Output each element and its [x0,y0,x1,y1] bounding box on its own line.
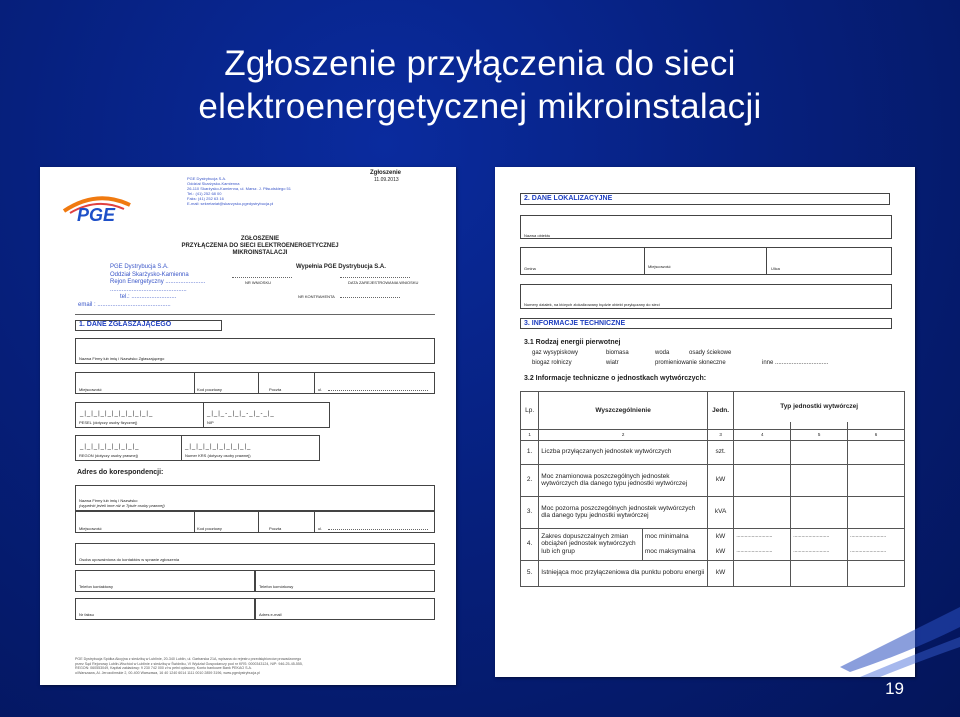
field-label: Telefon kontaktowy [79,584,114,589]
energy-option: woda [655,350,670,356]
row-unit: kW [707,560,733,586]
table-cell[interactable] [848,440,905,464]
contact-person-field[interactable] [75,543,435,565]
energy-option: wiatr [606,360,619,366]
phone-field[interactable] [75,570,255,592]
field-label: Miejscowość [79,526,102,531]
technical-table [520,391,905,587]
row-desc: Liczba przyłączanych jednostek wytwórczych [539,440,708,464]
energy-option: biogaz rolniczy [532,360,572,366]
table-cell[interactable] [734,560,791,586]
col-number: 4 [734,430,791,441]
energy-row-2 [532,360,902,368]
field-label: Kod pocztowy [197,526,222,531]
regon-krs-field[interactable]: _|_|_|_|_|_|_|_|_ REGON (dotyczy osoby prawnej) _|_|_|_|_|_|_|_|_|_ Numer KRS (dotyczy osoby prawnej) [75,435,320,461]
slide-title-line-2: elektroenergetycznej mikroinstalacji [198,87,762,126]
form-title-line: PRZYŁĄCZENIA DO SIECI ELEKTROENERGETYCZNEJ [181,243,339,249]
location-field[interactable] [520,247,892,275]
field-label: PESEL (dotyczy osoby fizycznej) [79,420,138,425]
footer-line: REGON: 060553049, Kapitał zakładowy: 9 230 742 000 zł w pełni opłacony. Konto bankowe Bank PEKAO S.A. [75,666,252,671]
field-label: Adres e-mail [259,612,282,617]
recipient-line: tel.: ........................... [120,294,177,300]
table-row [521,464,905,496]
slide-title-line-1: Zgłoszenie przyłączenia do sieci [224,44,736,83]
col-number: 6 [848,430,905,441]
table-cell[interactable] [791,440,848,464]
address-line: E-mail: sekretariat@skarzysko.pgedystrybucja.pl [187,201,274,206]
dots: .......................... [848,544,905,560]
recipient-line: email : ............................................ [78,301,171,308]
page-number: 19 [885,679,904,698]
row-lp: 4. [521,528,539,560]
pge-logo-text: PGE [77,205,116,225]
section-2-header: 2. DANE LOKALIZACYJNE [520,193,890,205]
address-line: 26-110 Skarżysko-Kamienna, ul. Marsz. J. Piłsudskiego 51 [187,186,291,191]
row-lp: 2. [521,464,539,496]
section-3-header: 3. INFORMACJE TECHNICZNE [520,318,892,329]
field-label: Miejscowość [648,264,671,269]
address-line: Oddział Skarżysko-Kamienna [187,181,240,186]
field-label: Poczta [269,387,282,392]
col-number: 1 [521,430,539,441]
dots: .......................... [791,544,848,560]
row-desc: Istniejąca moc przyłączeniowa dla punktu poboru energii [539,560,708,586]
data-rej-label: DATA ZAREJESTROWANIA WNIOSKU [348,280,419,285]
recipient-line: Oddział Skarżysko-Kamienna [110,271,189,278]
email-field[interactable] [255,598,435,620]
footer-line: przez Sąd Rejonowy Lublin-Wschód w Lublinie z siedzibą w Świdniku, VI Wydział Gospodarczy pod nr KRS: 0000343124, NIP: 946-25-45-555, [75,661,303,666]
row-unit: kW [707,544,733,560]
fax-field[interactable] [75,598,255,620]
table-row [521,528,905,544]
table-cell[interactable] [848,496,905,528]
footer-line: o/Warszawa, Al. Jerozolimskie 2, 00-400 Warszawa, 16 40 1240 6014 1111 0010 2859 3196, www.pgedystrybucja.pl [75,670,260,675]
plots-field[interactable] [520,284,892,309]
form-footer [75,657,435,675]
table-row [521,560,905,586]
field-label: Kod pocztowy [197,387,222,392]
row-unit: kVA [707,496,733,528]
th-wyszczegolnienie: Wyszczególnienie [539,392,708,430]
row-desc: Zakres dopuszczalnych zmian obciążeń jednostek wytwórczych lub ich grup [539,528,643,560]
energy-row-1 [532,350,902,358]
th-lp: Lp. [521,392,539,430]
table-cell[interactable] [791,464,848,496]
table-cell[interactable] [791,560,848,586]
energy-option: inne ................................ [762,360,829,366]
applicant-name-field[interactable] [75,338,435,364]
row-unit: szt. [707,440,733,464]
form-title-line: ZGŁOSZENIE [240,236,280,242]
row-lp: 3. [521,496,539,528]
corr-name-field[interactable] [75,485,435,511]
pesel-nip-field[interactable]: _|_|_|_|_|_|_|_|_|_|_ PESEL (dotyczy osoby fizycznej) _|_|_-_|_|_-_|_-_|_ NIP [75,402,330,428]
row-lp: 1. [521,440,539,464]
s31-label: 3.1 Rodzaj energii pierwotnej [524,339,621,346]
doc-date: 11.09.2013 [374,177,399,183]
dots: .......................... [734,528,791,544]
table-cell[interactable] [734,464,791,496]
corr-address-field[interactable] [75,511,435,533]
row-unit: kW [707,528,733,544]
field-label: Nr faksu [79,612,94,617]
table-cell[interactable] [848,464,905,496]
doc-label: Zgłoszenie [370,170,402,176]
mobile-field[interactable] [255,570,435,592]
field-label: Nazwa Firmy lub imię i Nazwisko [79,498,138,503]
row-unit: kW [707,464,733,496]
row-desc: Moc znamionowa poszczególnych jednostek wytwórczych dla danego typu jednostki wytwórczej [539,464,708,496]
field-label: REGON (dotyczy osoby prawnej) [79,453,138,458]
recipient-line: PGE Dystrybucja S.A. [110,264,169,270]
table-cell[interactable] [848,560,905,586]
nr-kontrahenta-label: NR KONTRAHENTA [298,294,335,299]
col-number: 2 [539,430,708,441]
energy-option: promieniowanie słoneczne [655,360,726,366]
address-line: Faks: (41) 252 63 16 [187,196,224,201]
field-label: Gmina [524,266,536,271]
energy-option: osady ściekowe [689,350,732,356]
th-typ: Typ jednostki wytwórczej [734,392,905,422]
table-cell[interactable] [734,496,791,528]
form-title [150,236,370,257]
row-sub: moc minimalna [642,528,707,544]
energy-option: gaz wysypiskowy [532,350,579,356]
slide-title [0,42,960,128]
recipient-line: Rejon Energetyczny ........................ [110,279,206,285]
section-1-header: 1. DANE ZGŁASZAJĄCEGO [75,320,222,331]
correspondence-label: Adres do korespondencji: [77,469,164,476]
row-desc: Moc pozorna poszczególnych jednostek wytwórczych dla danego typu jednostki wytwórczej [539,496,708,528]
field-label: ul. [318,387,323,392]
col-number: 3 [707,430,733,441]
col-number: 5 [791,430,848,441]
field-label: Numery działek, na których zlokalizowany będzie obiekt przyłączany do sieci [524,302,660,307]
dots: .......................... [848,528,905,544]
recipient-block [78,264,238,309]
form-page-left [40,167,456,685]
field-label: Nazwa Firmy lub imię i Nazwisko Zgłaszającego [79,356,165,361]
address-line: Tel.: (41) 252 68 00 [187,191,222,196]
form-title-line: MIKROINSTALACJI [232,250,288,256]
energy-option: biomasa [606,350,629,356]
table-cell[interactable] [734,440,791,464]
company-address [187,176,357,206]
recipient-line: .............................................. [110,286,187,293]
field-label: Poczta [269,526,282,531]
field-label: Telefon komórkowy [259,584,294,589]
table-row [521,496,905,528]
row-sub: moc maksymalna [642,544,707,560]
s32-label: 3.2 Informacje techniczne o jednostkach wytwórczych: [524,375,707,382]
address-line: PGE Dystrybucja S.A. [187,176,227,181]
field-label: Ulica [771,266,780,271]
field-label: Nazwa obiektu [524,233,551,238]
field-label: NIP [207,420,214,425]
field-label: Numer KRS (dotyczy osoby prawnej) [185,453,251,458]
table-row [521,440,905,464]
field-label: Miejscowość [79,387,102,392]
row-lp: 5. [521,560,539,586]
field-label: Osoba upoważniona do kontaktów w sprawie zgłoszenia [79,557,180,562]
field-label: (wypełnić jeżeli inne niż w Tytule osoby prawnej) [79,503,165,508]
object-name-field[interactable] [520,215,892,239]
filled-by-label: Wypełnia PGE Dystrybucja S.A. [296,264,386,270]
table-cell[interactable] [791,496,848,528]
th-jedn: Jedn. [707,392,733,430]
field-label: ul. [318,526,323,531]
applicant-address-field[interactable] [75,372,435,394]
dots: .......................... [791,528,848,544]
dots: .......................... [734,544,791,560]
nr-wniosku-label: NR WNIOSKU [245,280,271,285]
footer-line: PGE Dystrybucja Spółka Akcyjna z siedzibą w Lublinie, 20-340 Lublin, ul. Garbarska 21A, wpisana do rejestru przedsiębiorców prowadzonego [75,657,302,661]
decorative-swoosh-icon [840,597,960,677]
